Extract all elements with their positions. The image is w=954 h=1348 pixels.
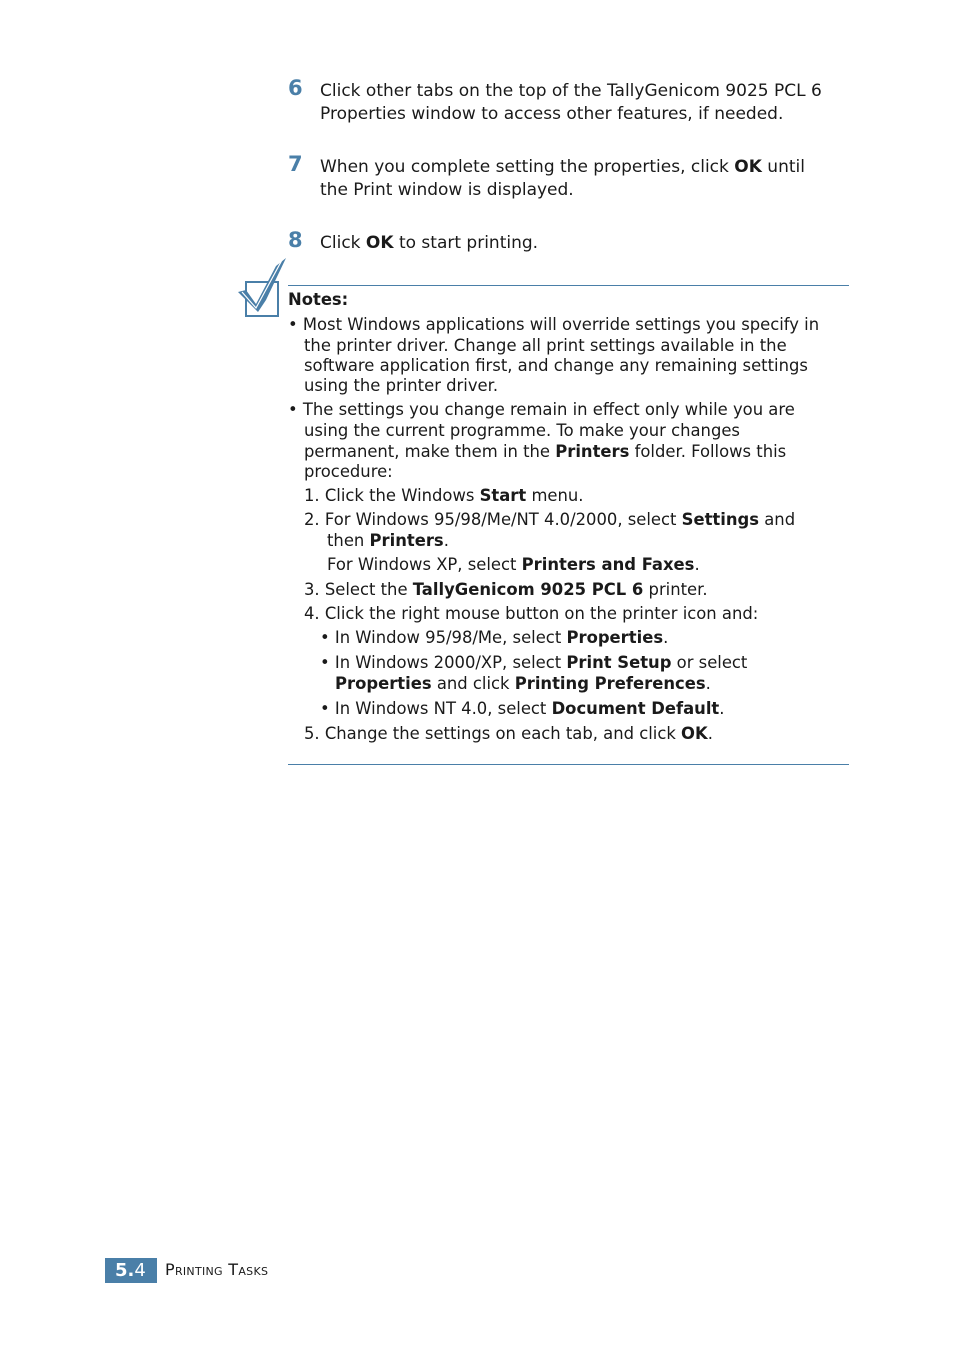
note-line: using the printer driver.	[304, 376, 499, 395]
procedure-line: Properties and click Printing Preferences.	[335, 674, 711, 693]
step-number: 6	[288, 76, 303, 100]
step-number: 8	[288, 228, 303, 252]
procedure-step-4: 4. Click the right mouse button on the printer icon and:	[304, 604, 759, 623]
step-line: When you complete setting the properties, click OK until	[320, 157, 805, 177]
procedure-line: then Printers.	[327, 531, 449, 550]
note-bullet-2: • The settings you change remain in effect only while you are	[288, 400, 795, 419]
step-line: Properties window to access other features, if needed.	[320, 104, 784, 124]
checkmark-note-icon	[236, 256, 288, 320]
note-line: software application first, and change any remaining settings	[304, 356, 808, 375]
procedure-line: For Windows XP, select Printers and Faxes.	[327, 555, 700, 574]
note-line: the printer driver. Change all print settings available in the	[304, 336, 787, 355]
step-text	[320, 156, 860, 202]
procedure-step-1: 1. Click the Windows Start menu.	[304, 486, 584, 505]
note-line: permanent, make them in the Printers folder. Follows this	[304, 442, 787, 461]
step-line: Click other tabs on the top of the TallyGenicom 9025 PCL 6	[320, 81, 822, 101]
procedure-step-5: 5. Change the settings on each tab, and click OK.	[304, 724, 713, 743]
note-line: procedure:	[304, 462, 393, 481]
procedure-sub-item: • In Windows 2000/XP, select Print Setup or select	[320, 653, 748, 672]
notes-bottom-rule	[288, 764, 849, 765]
notes-top-rule	[288, 285, 849, 286]
step-text	[320, 232, 860, 255]
step-line: Click OK to start printing.	[320, 233, 539, 253]
step-line: the Print window is displayed.	[320, 180, 574, 200]
step-text	[320, 80, 860, 126]
section-title: Printing Tasks	[165, 1260, 269, 1279]
note-bullet-1: • Most Windows applications will override settings you specify in	[288, 315, 820, 334]
page-number-badge: 5.4	[105, 1258, 157, 1283]
notes-heading: Notes:	[288, 290, 349, 309]
procedure-sub-item: • In Windows NT 4.0, select Document Default.	[320, 699, 725, 718]
note-line: using the current programme. To make your changes	[304, 421, 740, 440]
step-number: 7	[288, 152, 303, 176]
procedure-sub-item: • In Window 95/98/Me, select Properties.	[320, 628, 669, 647]
procedure-step-3: 3. Select the TallyGenicom 9025 PCL 6 printer.	[304, 580, 708, 599]
procedure-step-2: 2. For Windows 95/98/Me/NT 4.0/2000, select Settings and	[304, 510, 796, 529]
